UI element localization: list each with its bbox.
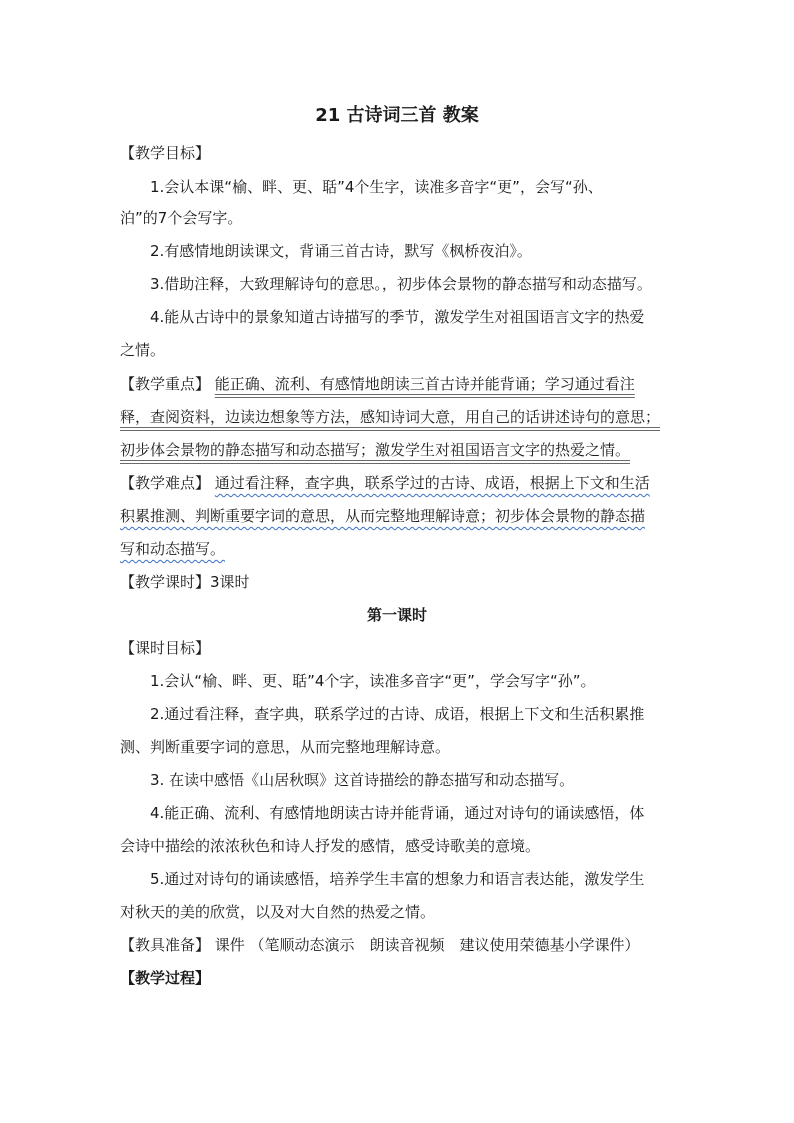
difficulty-line-3 bbox=[120, 539, 225, 559]
section-heading-process: 【教学过程】 bbox=[120, 969, 211, 987]
goal-4-line-2: 之情。 bbox=[120, 341, 166, 359]
difficulty-line-2 bbox=[120, 506, 645, 526]
section-heading-difficulty: 【教学难点】 bbox=[120, 474, 211, 492]
lesson-goal-3: 3. 在读中感悟《山居秋暝》这首诗描绘的静态描写和动态描写。 bbox=[150, 771, 575, 789]
goal-2: 2.有感情地朗读课文，背诵三首古诗，默写《枫桥夜泊》。 bbox=[150, 242, 532, 260]
lesson-title: 第一课时 bbox=[366, 606, 427, 624]
key-points-line-1 bbox=[120, 374, 635, 394]
class-hours: 【教学课时】3课时 bbox=[120, 573, 250, 591]
lesson-goal-4-line-2: 会诗中描绘的浓浓秋色和诗人抒发的感情，感受诗歌美的意境。 bbox=[120, 837, 541, 855]
difficulty-line-1 bbox=[120, 473, 650, 493]
difficulty-text-1: 通过看注释，查字典，联系学过的古诗、成语，根据上下文和生活 bbox=[214, 474, 650, 492]
goal-1-line-1: 1.会认本课“榆、畔、更、聒”4个生字，读准多音字“更”，会写“孙、 bbox=[150, 178, 603, 196]
section-heading-key-points: 【教学重点】 bbox=[120, 375, 211, 393]
lesson-goal-4-line-1: 4.能正确、流利、有感情地朗读古诗并能背诵，通过对诗句的诵读感悟，体 bbox=[150, 804, 645, 822]
goal-3: 3.借助注释，大致理解诗句的意思。，初步体会景物的静态描写和动态描写。 bbox=[150, 275, 652, 293]
lesson-goal-1: 1.会认“榆、畔、更、聒”4个字，读准多音字“更”，学会写字“孙”。 bbox=[150, 672, 596, 690]
key-points-line-3 bbox=[120, 440, 630, 460]
difficulty-text-3: 写和动态描写。 bbox=[120, 540, 226, 558]
key-points-line-2 bbox=[120, 407, 660, 427]
lesson-goal-5-line-1: 5.通过对诗句的诵读感悟，培养学生丰富的想象力和语言表达能，激发学生 bbox=[150, 870, 645, 888]
key-points-text-1: 能正确、流利、有感情地朗读三首古诗并能背诵；学习通过看注 bbox=[214, 375, 635, 393]
lesson-goal-2-line-2: 测、判断重要字词的意思，从而完整地理解诗意。 bbox=[120, 738, 451, 756]
teaching-aids: 【教具准备】 课件 （笔顺动态演示 朗读音视频 建议使用荣德基小学课件） bbox=[120, 936, 640, 954]
lesson-goal-5-line-2: 对秋天的美的欣赏，以及对大自然的热爱之情。 bbox=[120, 903, 436, 921]
difficulty-text-2: 积累推测、判断重要字词的意思，从而完整地理解诗意；初步体会景物的静态描 bbox=[120, 507, 646, 525]
document-title: 21 古诗词三首 教案 bbox=[315, 105, 479, 126]
goal-4-line-1: 4.能从古诗中的景象知道古诗描写的季节，激发学生对祖国语言文字的热爱 bbox=[150, 308, 645, 326]
lesson-goal-2-line-1: 2.通过看注释，查字典，联系学过的古诗、成语，根据上下文和生活积累推 bbox=[150, 705, 645, 723]
section-heading-goals: 【教学目标】 bbox=[120, 144, 211, 162]
section-heading-lesson-goals: 【课时目标】 bbox=[120, 639, 211, 657]
key-points-text-3: 初步体会景物的静态描写和动态描写；激发学生对祖国语言文字的热爱之情。 bbox=[120, 441, 631, 459]
key-points-text-2: 释，查阅资料，边读边想象等方法，感知诗词大意，用自己的话讲述诗句的意思； bbox=[120, 408, 661, 426]
goal-1-line-2: 泊”的7个会写字。 bbox=[120, 209, 243, 227]
